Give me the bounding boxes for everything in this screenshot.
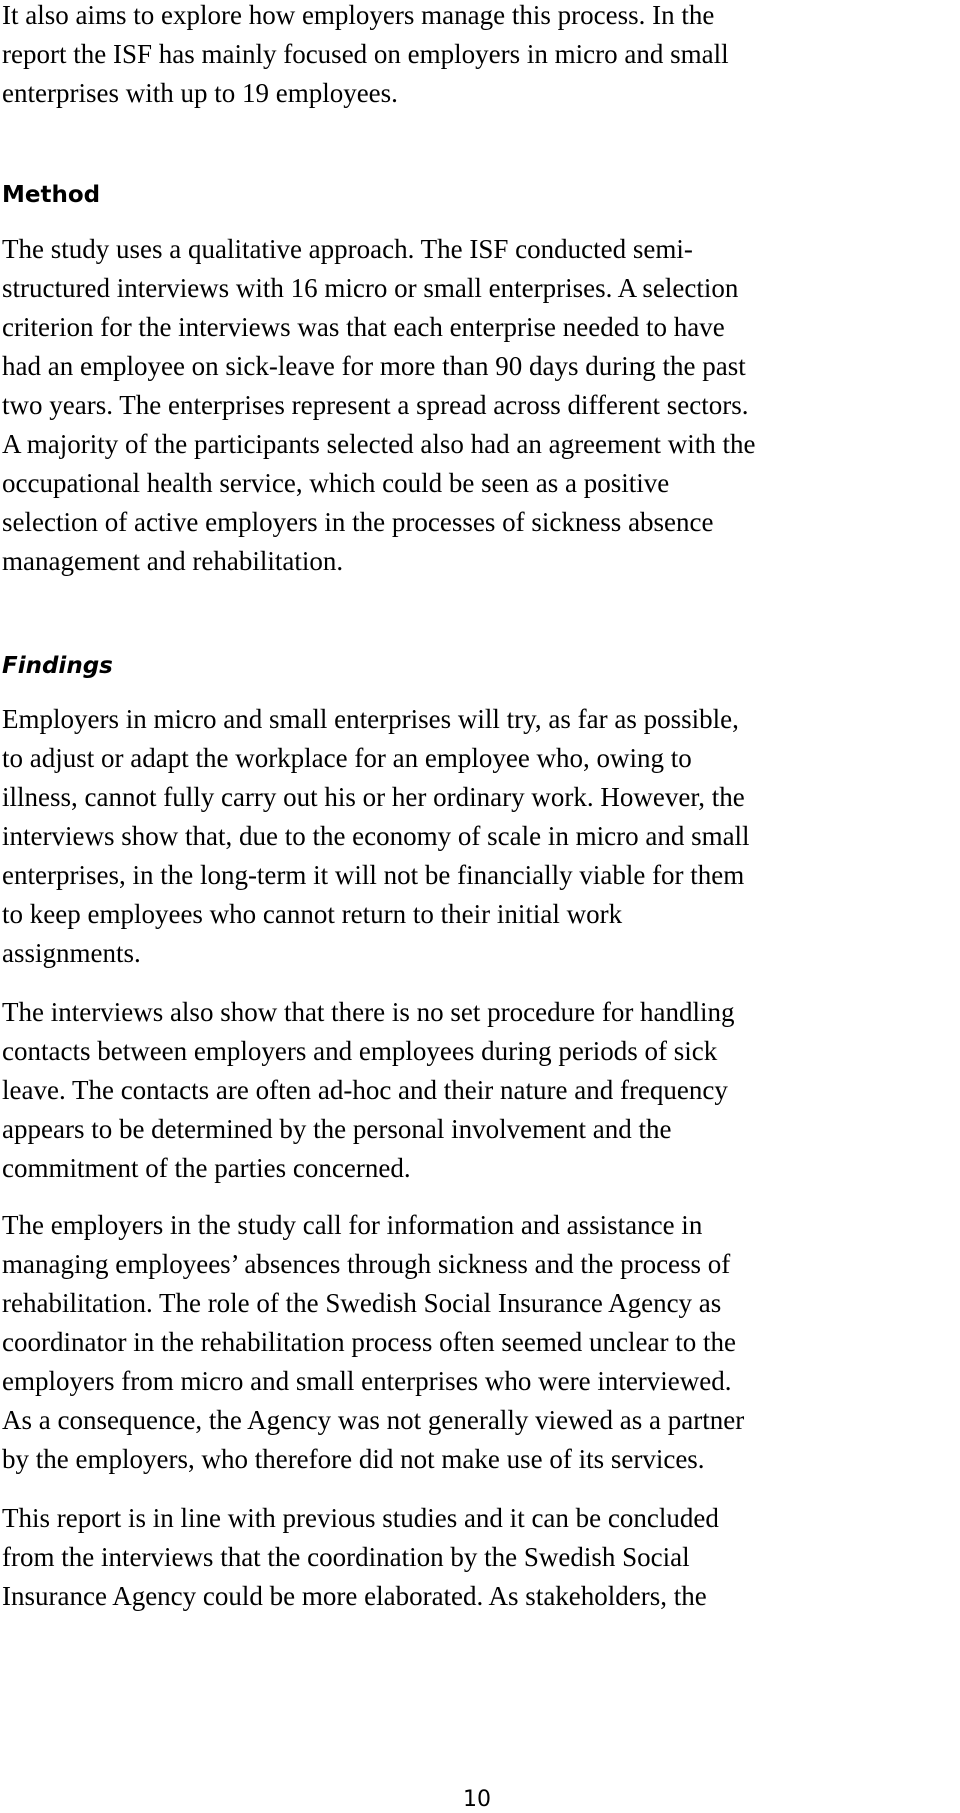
text-line: two years. The enterprises represent a spread across different sectors.	[2, 390, 749, 420]
text-line: appears to be determined by the personal involvement and the	[2, 1114, 672, 1144]
text-line: illness, cannot fully carry out his or her ordinary work. However, the	[2, 782, 745, 812]
intro-paragraph	[2, 0, 729, 113]
text-line: The employers in the study call for information and assistance in	[2, 1210, 703, 1240]
text-line: Insurance Agency could be more elaborated. As stakeholders, the	[2, 1581, 707, 1611]
text-line: assignments.	[2, 938, 141, 968]
method-paragraph	[2, 230, 756, 581]
text-line: coordinator in the rehabilitation process often seemed unclear to the	[2, 1327, 736, 1357]
text-line: criterion for the interviews was that each enterprise needed to have	[2, 312, 725, 342]
text-line: contacts between employers and employees during periods of sick	[2, 1036, 718, 1066]
text-line: rehabilitation. The role of the Swedish Social Insurance Agency as	[2, 1288, 722, 1318]
text-line: selection of active employers in the processes of sickness absence	[2, 507, 714, 537]
text-line: had an employee on sick-leave for more than 90 days during the past	[2, 351, 746, 381]
findings-paragraph	[2, 700, 750, 973]
text-line: Employers in micro and small enterprises will try, as far as possible,	[2, 704, 739, 734]
text-line: employers from micro and small enterprises who were interviewed.	[2, 1366, 732, 1396]
text-line: enterprises with up to 19 employees.	[2, 78, 398, 108]
text-line: A majority of the participants selected also had an agreement with the	[2, 429, 756, 459]
text-line: to keep employees who cannot return to their initial work	[2, 899, 623, 929]
findings-paragraph	[2, 993, 735, 1188]
page-number: 10	[463, 1787, 491, 1812]
method-heading: Method	[2, 182, 101, 208]
text-line: structured interviews with 16 micro or small enterprises. A selection	[2, 273, 739, 303]
text-line: This report is in line with previous studies and it can be concluded	[2, 1503, 719, 1533]
text-line: report the ISF has mainly focused on employers in micro and small	[2, 39, 729, 69]
text-line: by the employers, who therefore did not make use of its services.	[2, 1444, 705, 1474]
text-line: commitment of the parties concerned.	[2, 1153, 411, 1183]
text-line: managing employees’ absences through sickness and the process of	[2, 1249, 731, 1279]
text-line: It also aims to explore how employers manage this process. In the	[2, 0, 715, 30]
findings-heading: Findings	[2, 653, 113, 679]
findings-paragraph	[2, 1206, 744, 1479]
text-line: leave. The contacts are often ad-hoc and their nature and frequency	[2, 1075, 728, 1105]
text-line: interviews show that, due to the economy of scale in micro and small	[2, 821, 750, 851]
text-line: occupational health service, which could be seen as a positive	[2, 468, 670, 498]
findings-paragraph	[2, 1499, 719, 1616]
text-line: to adjust or adapt the workplace for an employee who, owing to	[2, 743, 692, 773]
text-line: from the interviews that the coordination by the Swedish Social	[2, 1542, 690, 1572]
text-line: management and rehabilitation.	[2, 546, 344, 576]
text-line: enterprises, in the long-term it will not be financially viable for them	[2, 860, 745, 890]
text-line: The interviews also show that there is no set procedure for handling	[2, 997, 735, 1027]
text-line: As a consequence, the Agency was not generally viewed as a partner	[2, 1405, 745, 1435]
text-line: The study uses a qualitative approach. The ISF conducted semi-	[2, 234, 693, 264]
